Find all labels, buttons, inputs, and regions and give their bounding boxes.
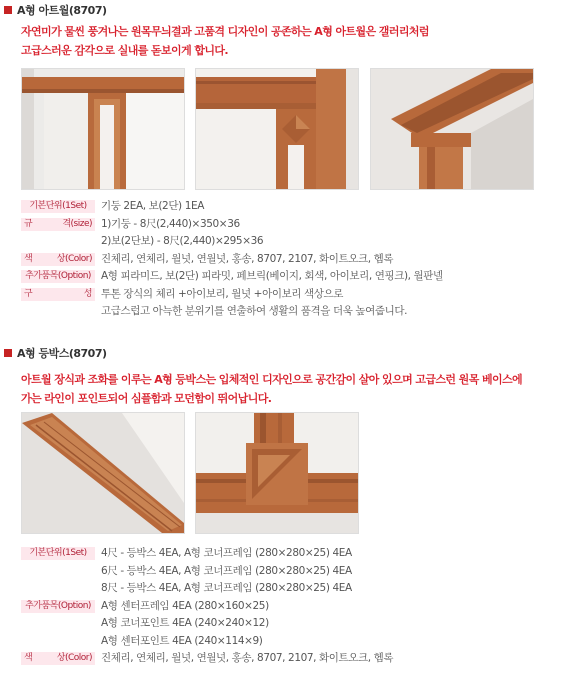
spec-value: 고급스럽고 아늑한 분위기를 연출하여 생활의 품격을 더욱 높여줍니다. <box>101 305 408 317</box>
spec-value: 진체리, 연체리, 월넛, 연월넛, 홍송, 8707, 2107, 화이트오크, 헴록 <box>101 652 394 664</box>
ceiling-box-photo-2 <box>195 412 359 534</box>
spec-value: 1)기둥 - 8尺(2,440)×350×36 <box>101 217 240 230</box>
spec-value: A형 센터포인트 4EA (240×114×9) <box>101 634 263 647</box>
spec-row-color <box>21 251 443 269</box>
spec-label: 추가품목(Option) <box>21 600 95 613</box>
art-wall-photo-2-image <box>196 69 358 189</box>
ceiling-box-photo-2-image <box>196 413 358 533</box>
section-bullet-icon <box>4 6 12 14</box>
spec-row-option <box>21 268 443 286</box>
art-wall-photo-1-image <box>22 69 184 189</box>
art-wall-photo-2 <box>195 68 359 190</box>
art-wall-photo-3-image <box>371 69 533 189</box>
section1-spec-table <box>21 198 443 321</box>
art-wall-photo-3 <box>370 68 534 190</box>
spec-row-basic-unit <box>21 545 393 563</box>
spec-label: 색 상(Color) <box>21 253 95 266</box>
spec-value: 6尺 - 등박스 4EA, A형 코너프레임 (280×280×25) 4EA <box>101 564 352 577</box>
spec-row-color <box>21 650 393 668</box>
spec-value: 기둥 2EA, 보(2단) 1EA <box>101 200 204 212</box>
section2-title: A형 등박스(8707) <box>4 345 107 361</box>
section-bullet-icon <box>4 349 12 357</box>
spec-label: 추가품목(Option) <box>21 270 95 283</box>
spec-label: 규 격(size) <box>21 218 95 231</box>
spec-label: 기본단위(1Set) <box>21 547 95 560</box>
section1-intro: 자연미가 물씬 풍겨나는 원목무늬결과 고품격 디자인이 공존하는 A형 아트월은 갤러리처럼 고급스러운 감각으로 실내를 돋보이게 합니다. <box>21 25 429 57</box>
spec-row-composition <box>21 286 443 304</box>
spec-label: 색 상(Color) <box>21 652 95 665</box>
spec-value: A형 센터프레임 4EA (280×160×25) <box>101 599 269 612</box>
spec-label: 기본단위(1Set) <box>21 200 95 213</box>
section2-intro: 아트월 장식과 조화를 이루는 A형 등박스는 입체적인 디자인으로 공간감이 살아 있으며 고급스런 원목 베이스에 가는 라인이 포인트되어 심플함과 모던함이 뛰어납니다. <box>21 373 523 405</box>
spec-value: 2)보(2단보) - 8尺(2,440)×295×36 <box>101 235 264 247</box>
ceiling-box-photo-1 <box>21 412 185 534</box>
section1-title: A형 아트월(8707) <box>4 2 107 18</box>
spec-row-size <box>21 216 443 234</box>
art-wall-photo-1 <box>21 68 185 190</box>
spec-row-option <box>21 598 393 616</box>
spec-value: 4尺 - 등박스 4EA, A형 코너프레임 (280×280×25) 4EA <box>101 547 352 559</box>
spec-row-basic-unit <box>21 198 443 216</box>
spec-value: A형 피라미드, 보(2단) 피라밋, 페브릭(베이지, 회색, 아이보리, 연핑크), 월판넬 <box>101 270 443 282</box>
section2-spec-table <box>21 545 393 668</box>
spec-value: 투톤 장식의 체리 +아이보리, 월넛 +아이보리 색상으로 <box>101 287 343 300</box>
ceiling-box-photo-1-image <box>22 413 184 533</box>
spec-value: A형 코너포인트 4EA (240×240×12) <box>101 617 269 629</box>
spec-label: 구 성 <box>21 288 95 301</box>
spec-value: 진체리, 연체리, 월넛, 연월넛, 홍송, 8707, 2107, 화이트오크, 헴록 <box>101 252 394 265</box>
spec-value: 8尺 - 등박스 4EA, A형 코너프레임 (280×280×25) 4EA <box>101 582 352 594</box>
